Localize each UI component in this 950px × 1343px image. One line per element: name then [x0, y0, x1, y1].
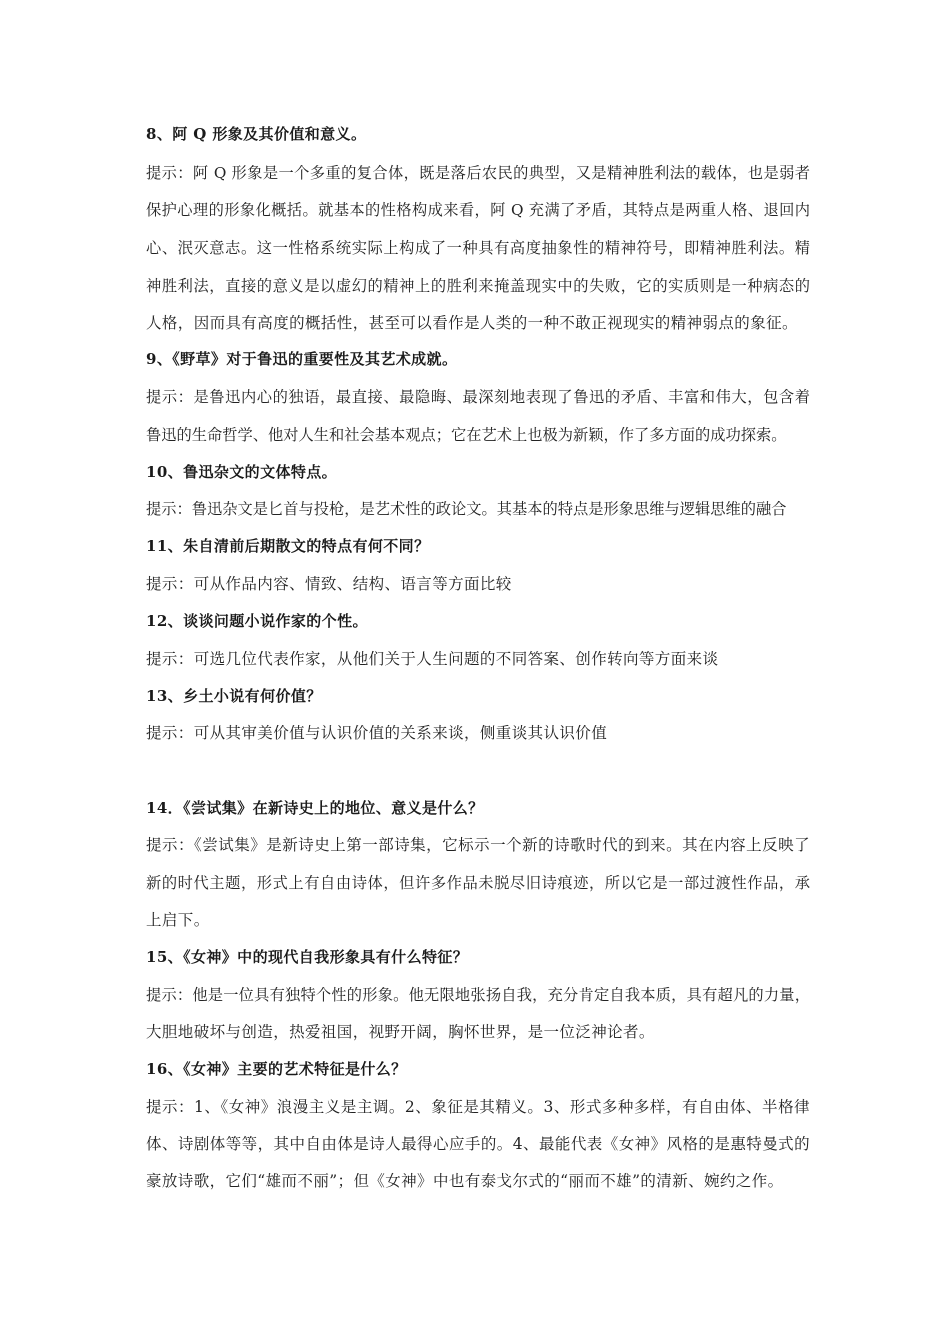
- question-10-answer-line: 提示：鲁迅杂文是匕首与投枪，是艺术性的政论文。其基本的特点是形象思维与逻辑思维的融合: [146, 500, 787, 518]
- question-16-answer-line: 提示：1、《女神》浪漫主义是主调。2、象征是其精义。3、形式多种多样，有自由体、半格律: [146, 1098, 810, 1116]
- question-9-answer-line: 提示：是鲁迅内心的独语，最直接、最隐晦、最深刻地表现了鲁迅的矛盾、丰富和伟大，包含着: [146, 388, 810, 406]
- question-12-title: 12、谈谈问题小说作家的个性。: [146, 612, 368, 630]
- question-14-title: 14．《尝试集》在新诗史上的地位、意义是什么？: [146, 799, 484, 817]
- question-9-answer-line: 鲁迅的生命哲学、他对人生和社会基本观点；它在艺术上也极为新颖，作了多方面的成功探索。: [146, 426, 787, 444]
- question-16-answer-line: 体、诗剧体等等，其中自由体是诗人最得心应手的。4、最能代表《女神》风格的是惠特曼式的: [146, 1135, 810, 1153]
- question-11-title: 11、朱自清前后期散文的特点有何不同？: [146, 537, 430, 555]
- question-8-answer-line: 人格，因而具有高度的概括性，甚至可以看作是人类的一种不敢正视现实的精神弱点的象征。: [146, 314, 798, 332]
- question-8-answer-line: 保护心理的形象化概括。就基本的性格构成来看，阿 Q 充满了矛盾，其特点是两重人格、退回内: [146, 201, 810, 219]
- question-10-title: 10、鲁迅杂文的文体特点。: [146, 463, 338, 481]
- question-13-title: 13、乡土小说有何价值？: [146, 687, 322, 705]
- question-16-answer-line: 豪放诗歌，它们“雄而不丽”；但《女神》中也有泰戈尔式的“丽而不雄”的清新、婉约之作。: [146, 1172, 784, 1190]
- question-14-answer-line: 新的时代主题，形式上有自由诗体，但许多作品未脱尽旧诗痕迹，所以它是一部过渡性作品，承: [146, 874, 810, 892]
- question-11-answer-line: 提示：可从作品内容、情致、结构、语言等方面比较: [146, 575, 512, 593]
- question-14-answer-line: 提示：《尝试集》是新诗史上第一部诗集，它标示一个新的诗歌时代的到来。其在内容上反映了: [146, 836, 810, 854]
- question-8-answer-line: 提示：阿 Q 形象是一个多重的复合体，既是落后农民的典型，又是精神胜利法的载体，也是弱者: [146, 164, 810, 182]
- question-9-title: 9、《野草》对于鲁迅的重要性及其艺术成就。: [146, 350, 458, 368]
- question-16-title: 16、《女神》主要的艺术特征是什么？: [146, 1060, 407, 1078]
- question-15-answer-line: 提示：他是一位具有独特个性的形象。他无限地张扬自我，充分肯定自我本质，具有超凡的力量，: [146, 986, 810, 1004]
- question-8-answer-line: 心、泯灭意志。这一性格系统实际上构成了一种具有高度抽象性的精神符号，即精神胜利法。精: [146, 239, 810, 257]
- question-13-answer-line: 提示：可从其审美价值与认识价值的关系来谈，侧重谈其认识价值: [146, 724, 608, 742]
- question-15-title: 15、《女神》中的现代自我形象具有什么特征？: [146, 948, 469, 966]
- question-14-answer-line: 上启下。: [146, 911, 210, 929]
- question-8-answer-line: 神胜利法，直接的意义是以虚幻的精神上的胜利来掩盖现实中的失败，它的实质则是一种病态的: [146, 277, 810, 295]
- question-15-answer-line: 大胆地破坏与创造，热爱祖国，视野开阔，胸怀世界，是一位泛神论者。: [146, 1023, 655, 1041]
- question-8-title: 8、阿 Q 形象及其价值和意义。: [146, 125, 367, 143]
- question-12-answer-line: 提示：可选几位代表作家，从他们关于人生问题的不同答案、创作转向等方面来谈: [146, 650, 719, 668]
